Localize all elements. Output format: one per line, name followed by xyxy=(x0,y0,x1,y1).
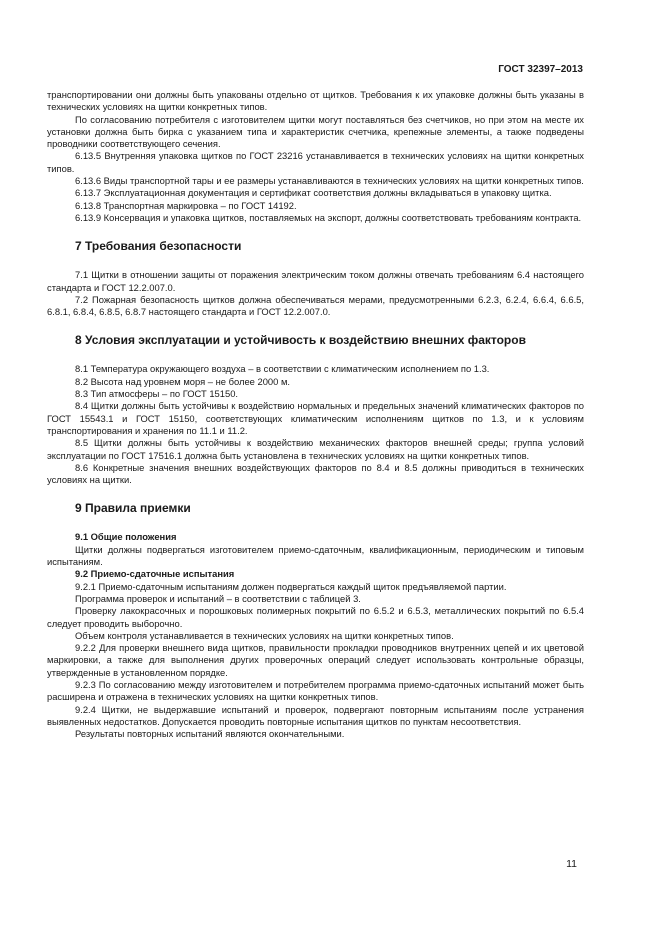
paragraph: 6.13.6 Виды транспортной тары и ее размеры устанавливаются в технических условиях на щитки конкретных типов. xyxy=(75,175,584,187)
paragraph: 9.2.4 Щитки, не выдержавшие испытаний и проверок, подвергают повторным испытаниям после устранения выявленных недостатков. Допускается проводить повторные испытания щитков по пунктам несоответствия. xyxy=(47,703,584,727)
paragraph: 8.5 Щитки должны быть устойчивы к воздействию механических факторов внешней среды; группа условий эксплуатации по ГОСТ 17516.1 должна быть установлена в технических условиях на щитки конкретных типов. xyxy=(47,437,584,461)
paragraph: 6.13.9 Консервация и упаковка щитков, поставляемых на экспорт, должны соответствовать требованиям контракта. xyxy=(75,211,582,223)
paragraph: 6.13.8 Транспортная маркировка – по ГОСТ 14192. xyxy=(75,199,297,211)
paragraph: 7.2 Пожарная безопасность щитков должна обеспечиваться мерами, предусмотренными 6.2.3, 6.2.4, 6.6.4, 6.6.5, 6.8.1, 6.8.4, 6.8.5, 6.8.7 настоящего стандарта и ГОСТ 12.2.007.0. xyxy=(47,293,584,318)
paragraph: Щитки должны подвергаться изготовителем приемо-сдаточным, квалификационным, периодическим и типовым испытаниям. xyxy=(47,543,584,568)
paragraph: 9.2.2 Для проверки внешнего вида щитков, правильности прокладки проводников внутренних цепей и их цветовой маркировки, а также для выполнения других проверочных операций следует использовать контрольные образцы, утвержденные в установленном порядке. xyxy=(47,642,584,678)
paragraph: Результаты повторных испытаний являются окончательными. xyxy=(75,728,345,740)
standard-header: ГОСТ 32397–2013 xyxy=(498,64,583,75)
paragraph: По согласованию потребителя с изготовителем щитки могут поставляться без счетчиков, но при этом на месте их установки должна быть бирка с указанием типа и характеристик счетчика, крепежные элементы, а также подведены проводники соответствующего сечения. xyxy=(47,113,584,150)
paragraph: 6.13.7 Эксплуатационная документация и сертификат соответствия должны вкладываться в упаковку щитка. xyxy=(75,187,552,199)
subsection-heading: 9.2 Приемо-сдаточные испытания xyxy=(75,568,235,580)
paragraph: транспортировании они должны быть упакованы отдельно от щитков. Требования к их упаковке должны быть указаны в технических условиях на щитки конкретных типов. xyxy=(47,89,584,113)
paragraph: 8.3 Тип атмосферы – по ГОСТ 15150. xyxy=(75,388,239,400)
paragraph: Объем контроля устанавливается в технических условиях на щитки конкретных типов. xyxy=(75,629,454,641)
section-heading-9: 9 Правила приемки xyxy=(75,501,191,516)
subsection-heading: 9.1 Общие положения xyxy=(75,531,177,543)
paragraph: 8.1 Температура окружающего воздуха – в соответствии с климатическим исполнением по 1.3. xyxy=(75,363,490,375)
page-number: 11 xyxy=(566,858,577,870)
paragraph: 8.4 Щитки должны быть устойчивы к воздействию нормальных и предельных значений климатических факторов по ГОСТ 15543.1 и ГОСТ 15150, соответствующих климатическим исполнениям щитков по 1.3, и к условиям транспортирования и хранения по 11.1 и 11.2. xyxy=(47,400,584,436)
paragraph: 9.2.3 По согласованию между изготовителем и потребителем программа приемо-сдаточных испытаний может быть расширена и отражена в технических условиях на щитки конкретных типов. xyxy=(47,678,584,703)
paragraph: 8.6 Конкретные значения внешних воздействующих факторов по 8.4 и 8.5 должны приводиться в технических условиях на щитки. xyxy=(47,461,584,486)
paragraph: Проверку лакокрасочных и порошковых полимерных покрытий по 6.5.2 и 6.5.3, металлических покрытий по 6.5.4 следует проводить выборочно. xyxy=(47,605,584,629)
paragraph: 6.13.5 Внутренняя упаковка щитков по ГОСТ 23216 устанавливается в технических условиях на щитки конкретных типов. xyxy=(47,150,584,174)
page-content xyxy=(47,89,584,740)
section-heading-7: 7 Требования безопасности xyxy=(75,239,242,254)
paragraph: 9.2.1 Приемо-сдаточным испытаниям должен подвергаться каждый щиток предъявляемой партии. xyxy=(75,580,507,592)
section-heading-8: 8 Условия эксплуатации и устойчивость к воздействию внешних факторов xyxy=(75,333,526,348)
paragraph: Программа проверок и испытаний – в соответствии с таблицей 3. xyxy=(75,592,361,604)
paragraph: 7.1 Щитки в отношении защиты от поражения электрическим током должны отвечать требованиям 6.4 настоящего стандарта и ГОСТ 12.2.007.0. xyxy=(47,269,584,293)
paragraph: 8.2 Высота над уровнем моря – не более 2000 м. xyxy=(75,375,290,387)
